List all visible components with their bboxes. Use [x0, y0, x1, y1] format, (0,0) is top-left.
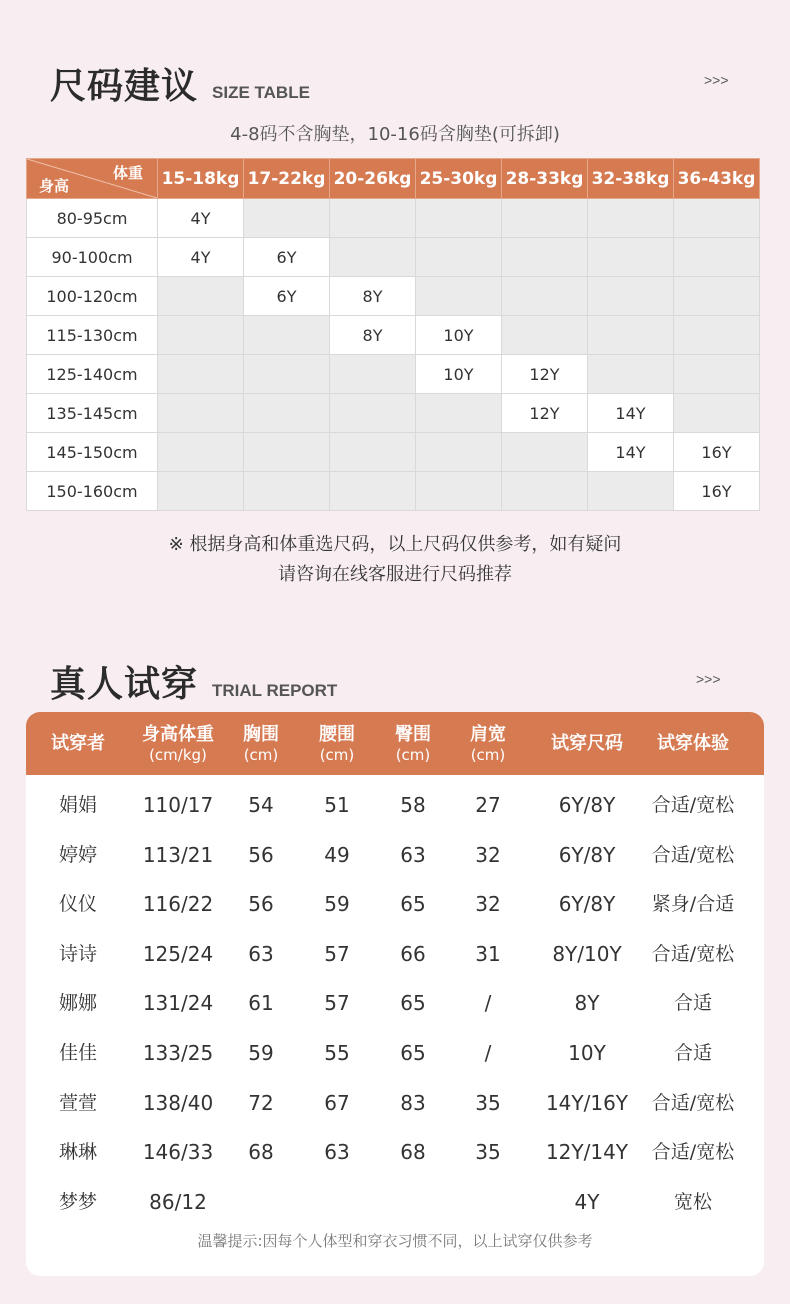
empty-size-cell	[158, 355, 244, 394]
trial-cell-size: 6Y/8Y	[558, 843, 616, 867]
trial-header-label: 身高体重	[142, 723, 214, 745]
trial-cell-waist: 57	[324, 942, 350, 966]
trial-cell-hw: 116/22	[142, 892, 214, 916]
size-cell: 12Y	[502, 355, 588, 394]
trial-cell-hip: 58	[400, 793, 426, 817]
trial-cell-hw: 138/40	[142, 1091, 214, 1115]
trial-cell-shoulder: 27	[475, 793, 501, 817]
trial-table-row	[26, 1177, 764, 1227]
trial-cell-fit: 合适/宽松	[651, 1141, 735, 1163]
trial-tip: 温馨提示:因每个人体型和穿衣习惯不同，以上试穿仅供参考	[197, 1232, 593, 1250]
empty-size-cell	[330, 433, 416, 472]
trial-cell-name: 仪仪	[58, 893, 97, 915]
empty-size-cell	[244, 199, 330, 238]
height-range-cell: 100-120cm	[27, 277, 158, 316]
trial-cell-hip: 63	[400, 843, 426, 867]
trial-header-label: 肩宽	[470, 723, 506, 745]
trial-cell-name: 佳佳	[58, 1042, 97, 1064]
trial-cell-hip: 65	[400, 892, 426, 916]
trial-cell-fit: 合适/宽松	[651, 794, 735, 816]
trial-table-header	[26, 712, 764, 775]
trial-table-row	[26, 879, 764, 929]
trial-cell-shoulder: 35	[475, 1091, 501, 1115]
trial-section-subtitle-en: TRIAL REPORT	[212, 681, 338, 700]
trial-header-unit: (cm)	[319, 745, 355, 764]
trial-cell-hw: 113/21	[142, 843, 214, 867]
size-table-corner	[27, 159, 158, 199]
size-note-line-2: 请咨询在线客服进行尺码推荐	[278, 564, 512, 585]
trial-cell-chest: 59	[248, 1041, 274, 1065]
trial-cell-shoulder: /	[484, 991, 492, 1015]
trial-cell-waist: 57	[324, 991, 350, 1015]
trial-cell-name: 梦梦	[58, 1191, 97, 1213]
trial-table-row	[26, 1127, 764, 1177]
empty-size-cell	[158, 472, 244, 511]
trial-cell-shoulder: 32	[475, 892, 501, 916]
empty-size-cell	[416, 238, 502, 277]
size-cell: 14Y	[588, 394, 674, 433]
trial-cell-hw: 146/33	[142, 1140, 214, 1164]
empty-size-cell	[674, 355, 760, 394]
trial-cell-hip: 68	[400, 1140, 426, 1164]
trial-header-cell	[433, 712, 543, 775]
trial-header-cell	[532, 712, 642, 775]
empty-size-cell	[330, 199, 416, 238]
size-table-row	[27, 355, 760, 394]
size-cell: 8Y	[330, 316, 416, 355]
empty-size-cell	[330, 472, 416, 511]
trial-cell-hw: 133/25	[142, 1041, 214, 1065]
trial-table-row	[26, 1078, 764, 1128]
trial-cell-chest: 68	[248, 1140, 274, 1164]
size-cell: 4Y	[158, 199, 244, 238]
trial-header-label: 试穿尺码	[551, 732, 623, 754]
size-cell: 6Y	[244, 238, 330, 277]
trial-cell-name: 萱萱	[58, 1092, 97, 1114]
size-cell: 16Y	[674, 433, 760, 472]
trial-cell-waist: 59	[324, 892, 350, 916]
trial-cell-hip: 66	[400, 942, 426, 966]
size-note-line-1: ※ 根据身高和体重选尺码，以上尺码仅供参考，如有疑问	[168, 534, 622, 555]
empty-size-cell	[244, 355, 330, 394]
weight-column-header: 15-18kg	[158, 159, 244, 199]
trial-cell-fit: 合适/宽松	[651, 844, 735, 866]
empty-size-cell	[674, 316, 760, 355]
trial-table-row	[26, 830, 764, 880]
size-section-subtitle-en: SIZE TABLE	[212, 83, 310, 102]
empty-size-cell	[330, 238, 416, 277]
trial-cell-shoulder: 35	[475, 1140, 501, 1164]
trial-cell-name: 婷婷	[58, 844, 97, 866]
trial-cell-hw: 86/12	[149, 1190, 207, 1214]
size-table-body	[27, 199, 760, 511]
height-range-cell: 150-160cm	[27, 472, 158, 511]
empty-size-cell	[244, 472, 330, 511]
empty-size-cell	[674, 199, 760, 238]
empty-size-cell	[416, 394, 502, 433]
trial-cell-size: 6Y/8Y	[558, 793, 616, 817]
empty-size-cell	[588, 199, 674, 238]
trial-cell-fit: 合适/宽松	[651, 1092, 735, 1114]
trial-cell-fit: 宽松	[673, 1191, 712, 1213]
trial-table-row	[26, 780, 764, 830]
trial-section-more-arrows: >>>	[696, 671, 721, 687]
trial-cell-chest: 54	[248, 793, 274, 817]
size-cell: 6Y	[244, 277, 330, 316]
trial-cell-hw: 131/24	[142, 991, 214, 1015]
empty-size-cell	[674, 238, 760, 277]
empty-size-cell	[674, 277, 760, 316]
size-subtitle: 4-8码不含胸垫，10-16码含胸垫(可拆卸)	[230, 124, 560, 145]
trial-cell-size: 4Y	[574, 1190, 600, 1214]
height-range-cell: 145-150cm	[27, 433, 158, 472]
size-cell: 10Y	[416, 316, 502, 355]
trial-cell-name: 诗诗	[58, 943, 97, 965]
weight-column-header: 32-38kg	[588, 159, 674, 199]
empty-size-cell	[244, 433, 330, 472]
trial-cell-hip: 83	[400, 1091, 426, 1115]
weight-column-header: 20-26kg	[330, 159, 416, 199]
weight-column-header: 28-33kg	[502, 159, 588, 199]
trial-cell-shoulder: 31	[475, 942, 501, 966]
trial-cell-waist: 51	[324, 793, 350, 817]
empty-size-cell	[416, 433, 502, 472]
weight-column-header: 17-22kg	[244, 159, 330, 199]
trial-header-unit: (cm)	[470, 745, 506, 764]
trial-cell-size: 10Y	[568, 1041, 606, 1065]
trial-table-row	[26, 978, 764, 1028]
trial-table-row	[26, 1028, 764, 1078]
empty-size-cell	[502, 199, 588, 238]
corner-weight-label: 体重	[112, 164, 143, 182]
empty-size-cell	[674, 394, 760, 433]
empty-size-cell	[502, 277, 588, 316]
trial-cell-chest: 56	[248, 892, 274, 916]
trial-cell-name: 娜娜	[58, 992, 97, 1014]
size-section-more-arrows: >>>	[704, 72, 729, 88]
empty-size-cell	[502, 238, 588, 277]
size-section-title: 尺码建议	[50, 66, 199, 107]
size-table-row	[27, 277, 760, 316]
empty-size-cell	[158, 277, 244, 316]
trial-cell-hw: 110/17	[142, 793, 214, 817]
trial-cell-size: 14Y/16Y	[545, 1091, 629, 1115]
trial-cell-size: 8Y	[574, 991, 600, 1015]
trial-cell-size: 8Y/10Y	[552, 942, 622, 966]
trial-cell-size: 12Y/14Y	[545, 1140, 629, 1164]
trial-cell-name: 娟娟	[58, 794, 97, 816]
trial-cell-waist: 63	[324, 1140, 350, 1164]
trial-cell-chest: 72	[248, 1091, 274, 1115]
size-cell: 10Y	[416, 355, 502, 394]
size-table-row	[27, 316, 760, 355]
trial-header-unit: (cm)	[395, 745, 431, 764]
empty-size-cell	[588, 472, 674, 511]
empty-size-cell	[588, 355, 674, 394]
weight-column-header: 36-43kg	[674, 159, 760, 199]
trial-header-cell	[26, 712, 133, 775]
trial-cell-fit: 合适	[673, 992, 712, 1014]
trial-cell-hip: 65	[400, 991, 426, 1015]
trial-header-unit: (cm/kg)	[149, 745, 207, 764]
trial-cell-shoulder: 32	[475, 843, 501, 867]
empty-size-cell	[158, 433, 244, 472]
size-table-row	[27, 394, 760, 433]
weight-column-header: 25-30kg	[416, 159, 502, 199]
trial-section-heading	[50, 656, 337, 707]
trial-cell-waist: 67	[324, 1091, 350, 1115]
trial-report-card	[26, 712, 764, 1276]
height-range-cell: 135-145cm	[27, 394, 158, 433]
trial-section-title: 真人试穿	[50, 664, 199, 705]
trial-header-label: 腰围	[319, 723, 355, 745]
size-table-row	[27, 472, 760, 511]
trial-table-row	[26, 929, 764, 979]
empty-size-cell	[588, 238, 674, 277]
trial-cell-shoulder	[433, 1177, 543, 1227]
trial-cell-fit: 合适/宽松	[651, 943, 735, 965]
size-table-row	[27, 199, 760, 238]
empty-size-cell	[244, 316, 330, 355]
trial-cell-chest: 63	[248, 942, 274, 966]
trial-cell-hw: 125/24	[142, 942, 214, 966]
trial-header-label: 试穿者	[51, 732, 105, 754]
trial-cell-hip: 65	[400, 1041, 426, 1065]
trial-header-label: 胸围	[243, 723, 279, 745]
size-table-row	[27, 238, 760, 277]
trial-header-label: 试穿体验	[657, 732, 729, 754]
size-cell: 14Y	[588, 433, 674, 472]
trial-cell-waist: 49	[324, 843, 350, 867]
size-table-header-row	[27, 159, 760, 199]
empty-size-cell	[588, 277, 674, 316]
empty-size-cell	[416, 199, 502, 238]
empty-size-cell	[416, 472, 502, 511]
empty-size-cell	[330, 394, 416, 433]
empty-size-cell	[588, 316, 674, 355]
size-cell: 12Y	[502, 394, 588, 433]
size-cell: 4Y	[158, 238, 244, 277]
empty-size-cell	[502, 433, 588, 472]
empty-size-cell	[330, 355, 416, 394]
size-section-heading	[50, 58, 310, 109]
empty-size-cell	[158, 394, 244, 433]
empty-size-cell	[502, 472, 588, 511]
corner-height-label: 身高	[39, 177, 70, 195]
empty-size-cell	[502, 316, 588, 355]
trial-cell-waist: 55	[324, 1041, 350, 1065]
size-cell: 16Y	[674, 472, 760, 511]
size-table	[26, 158, 760, 511]
empty-size-cell	[416, 277, 502, 316]
trial-cell-size: 6Y/8Y	[558, 892, 616, 916]
empty-size-cell	[158, 316, 244, 355]
trial-header-cell	[638, 712, 748, 775]
height-range-cell: 115-130cm	[27, 316, 158, 355]
trial-cell-fit: 紧身/合适	[651, 893, 735, 915]
size-cell: 8Y	[330, 277, 416, 316]
empty-size-cell	[244, 394, 330, 433]
height-range-cell: 125-140cm	[27, 355, 158, 394]
height-range-cell: 80-95cm	[27, 199, 158, 238]
size-table-row	[27, 433, 760, 472]
trial-header-label: 臀围	[395, 723, 431, 745]
trial-cell-shoulder: /	[484, 1041, 492, 1065]
trial-cell-fit: 合适	[673, 1042, 712, 1064]
trial-cell-chest: 56	[248, 843, 274, 867]
trial-cell-chest: 61	[248, 991, 274, 1015]
height-range-cell: 90-100cm	[27, 238, 158, 277]
trial-cell-name: 琳琳	[58, 1141, 97, 1163]
trial-header-unit: (cm)	[243, 745, 279, 764]
